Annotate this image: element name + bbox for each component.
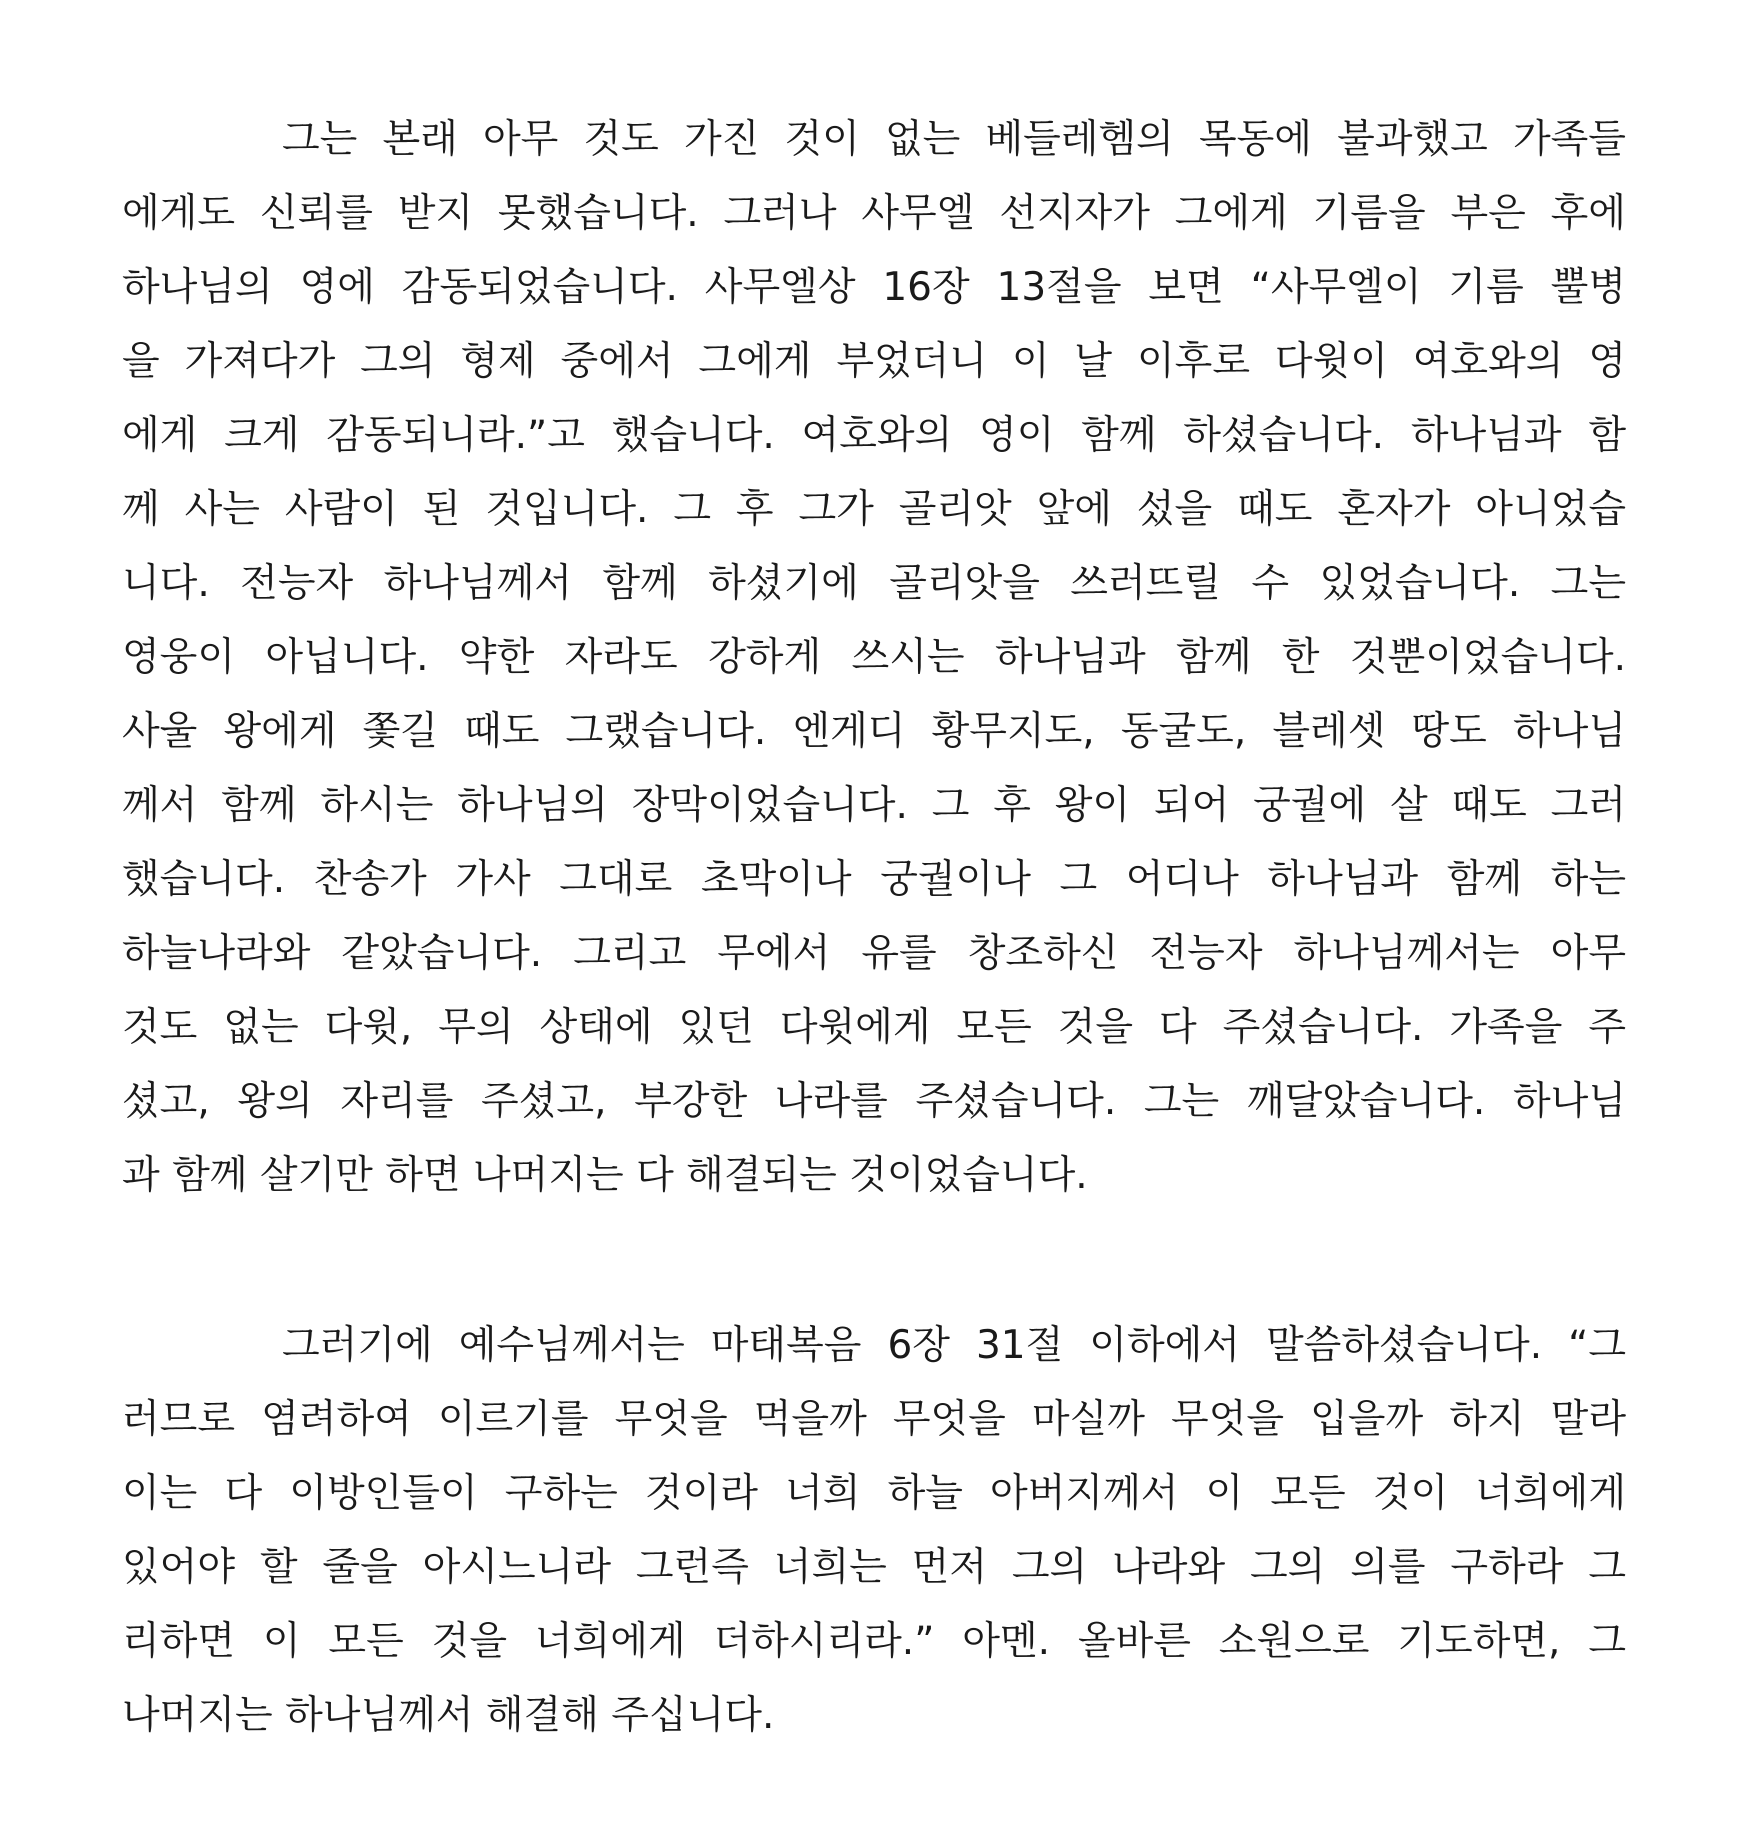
text-line: 께서 함께 하시는 하나님의 장막이었습니다. 그 후 왕이 되어 궁궐에 살 때도 그러 — [122, 783, 1626, 828]
paragraph-1 — [122, 103, 1626, 1213]
text-line: 그러기에 예수님께서는 마태복음 6장 31절 이하에서 말씀하셨습니다. “그 — [282, 1323, 1626, 1368]
text-line: 사울 왕에게 쫓길 때도 그랬습니다. 엔게디 황무지도, 동굴도, 블레셋 땅도 하나님 — [122, 709, 1626, 754]
text-line: 셨고, 왕의 자리를 주셨고, 부강한 나라를 주셨습니다. 그는 깨달았습니다. 하나님 — [122, 1079, 1626, 1124]
text-line: 나머지는 하나님께서 해결해 주십니다. — [122, 1693, 775, 1738]
paragraph-spacer — [122, 1213, 1626, 1309]
text-line: 에게도 신뢰를 받지 못했습니다. 그러나 사무엘 선지자가 그에게 기름을 부은 후에 — [122, 191, 1626, 236]
text-line: 리하면 이 모든 것을 너희에게 더하시리라.” 아멘. 올바른 소원으로 기도하면, 그 — [122, 1619, 1626, 1664]
text-line: 께 사는 사람이 된 것입니다. 그 후 그가 골리앗 앞에 섰을 때도 혼자가 아니었습 — [122, 487, 1626, 532]
text-line: 영웅이 아닙니다. 약한 자라도 강하게 쓰시는 하나님과 함께 한 것뿐이었습니다. — [122, 635, 1626, 680]
text-line: 이는 다 이방인들이 구하는 것이라 너희 하늘 아버지께서 이 모든 것이 너희에게 — [122, 1471, 1626, 1516]
text-line: 니다. 전능자 하나님께서 함께 하셨기에 골리앗을 쓰러뜨릴 수 있었습니다. 그는 — [122, 561, 1626, 606]
text-line: 있어야 할 줄을 아시느니라 그런즉 너희는 먼저 그의 나라와 그의 의를 구하라 그 — [122, 1545, 1626, 1590]
text-line: 것도 없는 다윗, 무의 상태에 있던 다윗에게 모든 것을 다 주셨습니다. 가족을 주 — [122, 1005, 1626, 1050]
text-line: 러므로 염려하여 이르기를 무엇을 먹을까 무엇을 마실까 무엇을 입을까 하지 말라 — [122, 1397, 1626, 1442]
text-line: 그는 본래 아무 것도 가진 것이 없는 베들레헴의 목동에 불과했고 가족들 — [282, 117, 1626, 162]
document-page — [122, 103, 1626, 1753]
text-line: 했습니다. 찬송가 가사 그대로 초막이나 궁궐이나 그 어디나 하나님과 함께 하는 — [122, 857, 1626, 902]
text-line: 과 함께 살기만 하면 나머지는 다 해결되는 것이었습니다. — [122, 1153, 1088, 1198]
text-line: 하늘나라와 같았습니다. 그리고 무에서 유를 창조하신 전능자 하나님께서는 아무 — [122, 931, 1626, 976]
text-line: 에게 크게 감동되니라.”고 했습니다. 여호와의 영이 함께 하셨습니다. 하나님과 함 — [122, 413, 1626, 458]
paragraph-2 — [122, 1309, 1626, 1753]
text-line: 하나님의 영에 감동되었습니다. 사무엘상 16장 13절을 보면 “사무엘이 기름 뿔병 — [122, 265, 1626, 310]
text-line: 을 가져다가 그의 형제 중에서 그에게 부었더니 이 날 이후로 다윗이 여호와의 영 — [122, 339, 1626, 384]
